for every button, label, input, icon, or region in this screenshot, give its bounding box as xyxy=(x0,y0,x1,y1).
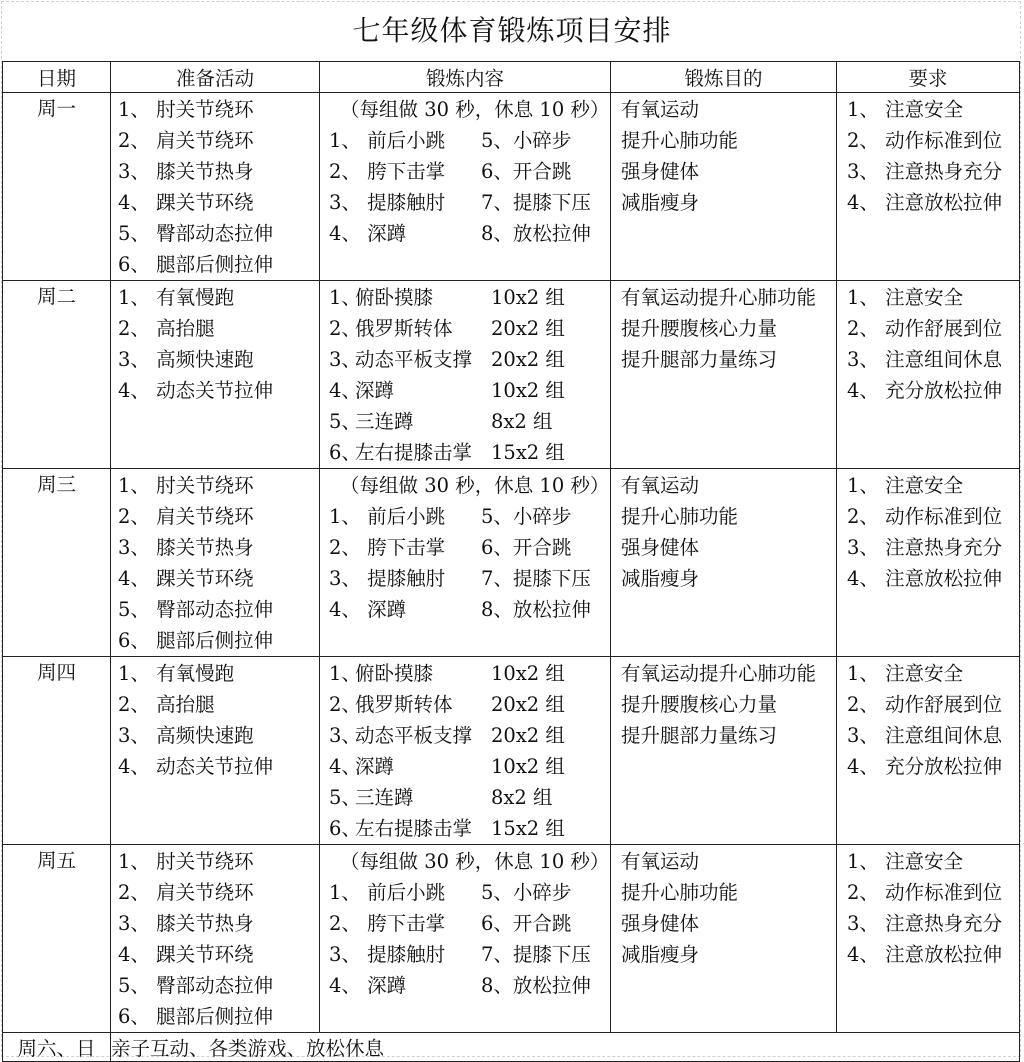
exercise-number: 1、 xyxy=(329,662,361,685)
content-cell xyxy=(320,657,611,845)
exercise-pair xyxy=(329,908,610,939)
exercise-pair xyxy=(329,970,610,1001)
requirement-item: 1、 注意安全 xyxy=(847,286,964,309)
purpose-cell xyxy=(611,657,837,845)
prep-list xyxy=(111,845,319,1032)
content-list xyxy=(320,469,610,625)
purpose-item: 提升腿部力量练习 xyxy=(621,348,778,371)
day-row xyxy=(3,657,1020,845)
day-cell: 周三 xyxy=(3,469,111,657)
prep-item: 3、 膝关节热身 xyxy=(118,912,254,935)
prep-item: 1、 有氧慢跑 xyxy=(118,286,235,309)
exercise-set-row xyxy=(329,282,610,313)
exercise-pair xyxy=(329,939,610,970)
exercise-pair xyxy=(329,187,610,218)
prep-list xyxy=(111,93,319,280)
content-note: （每组做 30 秒，休息 10 秒） xyxy=(340,850,610,873)
content-list xyxy=(320,93,610,249)
exercise-name: 三连蹲 xyxy=(355,786,414,809)
purpose-list xyxy=(611,845,836,970)
weekend-row xyxy=(3,1033,1020,1062)
exercise-item: 3、 提膝触肘 xyxy=(329,943,446,966)
requirements-list xyxy=(837,469,1019,594)
exercise-sets: 8x2 组 xyxy=(491,410,553,433)
exercise-pair xyxy=(329,218,610,249)
requirements-list xyxy=(837,281,1019,406)
exercise-item: 2、 胯下击掌 xyxy=(329,160,446,183)
prep-cell xyxy=(111,281,320,469)
exercise-name: 动态平板支撑 xyxy=(355,348,473,371)
exercise-item: 1、 前后小跳 xyxy=(329,129,446,152)
exercise-item: 8、放松拉伸 xyxy=(481,222,591,245)
exercise-name: 动态平板支撑 xyxy=(355,724,473,747)
exercise-name: 深蹲 xyxy=(355,755,395,778)
prep-item: 1、 肘关节绕环 xyxy=(118,98,254,121)
purpose-item: 提升心肺功能 xyxy=(621,881,739,904)
prep-item: 6、 腿部后侧拉伸 xyxy=(118,1005,274,1028)
requirement-item: 2、 动作舒展到位 xyxy=(847,693,1003,716)
exercise-name: 俄罗斯转体 xyxy=(355,693,453,716)
purpose-item: 提升腰腹核心力量 xyxy=(621,317,778,340)
purpose-cell xyxy=(611,93,837,281)
purpose-item: 有氧运动 xyxy=(621,474,700,497)
exercise-set-row xyxy=(329,689,610,720)
exercise-set-row xyxy=(329,437,610,468)
header-prep: 准备活动 xyxy=(111,62,320,93)
day-row xyxy=(3,281,1020,469)
exercise-item: 4、 深蹲 xyxy=(329,598,407,621)
prep-item: 1、 肘关节绕环 xyxy=(118,850,254,873)
requirement-item: 4、 注意放松拉伸 xyxy=(847,943,1003,966)
exercise-number: 4、 xyxy=(329,755,361,778)
purpose-item: 强身健体 xyxy=(621,912,700,935)
purpose-item: 提升心肺功能 xyxy=(621,129,739,152)
exercise-sets: 15x2 组 xyxy=(491,817,565,840)
requirement-item: 1、 注意安全 xyxy=(847,474,964,497)
exercise-sets: 15x2 组 xyxy=(491,441,565,464)
exercise-item: 8、放松拉伸 xyxy=(481,974,591,997)
exercise-set-row xyxy=(329,720,610,751)
purpose-list xyxy=(611,657,836,751)
prep-item: 5、 臀部动态拉伸 xyxy=(118,974,274,997)
content-list xyxy=(320,657,610,844)
purpose-item: 提升腰腹核心力量 xyxy=(621,693,778,716)
day-row xyxy=(3,845,1020,1033)
purpose-item: 有氧运动 xyxy=(621,98,700,121)
day-row xyxy=(3,93,1020,281)
purpose-item: 有氧运动 xyxy=(621,850,700,873)
content-note: （每组做 30 秒，休息 10 秒） xyxy=(340,98,610,121)
requirements-list xyxy=(837,93,1019,218)
requirements-list xyxy=(837,845,1019,970)
requirements-cell xyxy=(837,281,1020,469)
exercise-set-row xyxy=(329,658,610,689)
exercise-set-row xyxy=(329,782,610,813)
content-cell xyxy=(320,845,611,1033)
prep-item: 1、 有氧慢跑 xyxy=(118,662,235,685)
content-note: （每组做 30 秒，休息 10 秒） xyxy=(340,474,610,497)
exercise-pair xyxy=(329,501,610,532)
prep-item: 2、 肩关节绕环 xyxy=(118,505,254,528)
exercise-pair xyxy=(329,563,610,594)
purpose-item: 有氧运动提升心肺功能 xyxy=(621,286,817,309)
schedule-body xyxy=(3,93,1020,1033)
exercise-name: 深蹲 xyxy=(355,379,395,402)
weekend-activity-cell: 亲子互动、各类游戏、放松休息 xyxy=(111,1033,1020,1062)
requirement-item: 3、 注意热身充分 xyxy=(847,912,1003,935)
exercise-item: 7、提膝下压 xyxy=(481,943,591,966)
exercise-name: 左右提膝击掌 xyxy=(355,441,473,464)
requirement-item: 4、 注意放松拉伸 xyxy=(847,191,1003,214)
exercise-item: 5、小碎步 xyxy=(481,881,572,904)
header-purpose: 锻炼目的 xyxy=(611,62,837,93)
header-content: 锻炼内容 xyxy=(320,62,611,93)
exercise-item: 4、 深蹲 xyxy=(329,222,407,245)
prep-item: 2、 肩关节绕环 xyxy=(118,129,254,152)
prep-list xyxy=(111,469,319,656)
exercise-sets: 20x2 组 xyxy=(491,693,565,716)
exercise-item: 3、 提膝触肘 xyxy=(329,191,446,214)
requirement-item: 2、 动作标准到位 xyxy=(847,129,1003,152)
prep-item: 3、 高频快速跑 xyxy=(118,724,254,747)
prep-item: 4、 踝关节环绕 xyxy=(118,191,254,214)
exercise-pair xyxy=(329,877,610,908)
content-list xyxy=(320,281,610,468)
purpose-cell xyxy=(611,845,837,1033)
exercise-item: 6、开合跳 xyxy=(481,160,572,183)
exercise-set-row xyxy=(329,813,610,844)
exercise-sets: 8x2 组 xyxy=(491,786,553,809)
requirements-cell xyxy=(837,469,1020,657)
requirement-item: 4、 充分放松拉伸 xyxy=(847,755,1003,778)
exercise-sets: 10x2 组 xyxy=(491,379,565,402)
page-title: 七年级体育锻炼项目安排 xyxy=(352,14,672,47)
prep-list xyxy=(111,657,319,782)
exercise-item: 6、开合跳 xyxy=(481,536,572,559)
prep-item: 3、 高频快速跑 xyxy=(118,348,254,371)
exercise-sets: 10x2 组 xyxy=(491,286,565,309)
exercise-set-row xyxy=(329,375,610,406)
content-cell xyxy=(320,93,611,281)
purpose-item: 提升心肺功能 xyxy=(621,505,739,528)
header-row xyxy=(3,62,1020,93)
requirement-item: 1、 注意安全 xyxy=(847,98,964,121)
exercise-number: 3、 xyxy=(329,348,361,371)
purpose-list xyxy=(611,93,836,218)
requirement-item: 1、 注意安全 xyxy=(847,850,964,873)
exercise-sets: 10x2 组 xyxy=(491,755,565,778)
requirement-item: 3、 注意热身充分 xyxy=(847,160,1003,183)
requirement-item: 3、 注意热身充分 xyxy=(847,536,1003,559)
purpose-item: 有氧运动提升心肺功能 xyxy=(621,662,817,685)
exercise-item: 5、小碎步 xyxy=(481,129,572,152)
purpose-list xyxy=(611,281,836,375)
exercise-item: 5、小碎步 xyxy=(481,505,572,528)
prep-item: 2、 高抬腿 xyxy=(118,317,215,340)
day-row xyxy=(3,469,1020,657)
purpose-item: 减脂瘦身 xyxy=(621,191,700,214)
exercise-set-row xyxy=(329,406,610,437)
purpose-cell xyxy=(611,469,837,657)
exercise-number: 5、 xyxy=(329,786,361,809)
prep-cell xyxy=(111,845,320,1033)
requirement-item: 3、 注意组间休息 xyxy=(847,724,1003,747)
exercise-name: 俯卧摸膝 xyxy=(355,286,434,309)
purpose-item: 强身健体 xyxy=(621,160,700,183)
exercise-pair xyxy=(329,125,610,156)
exercise-set-row xyxy=(329,313,610,344)
purpose-item: 强身健体 xyxy=(621,536,700,559)
exercise-number: 3、 xyxy=(329,724,361,747)
exercise-sets: 20x2 组 xyxy=(491,724,565,747)
exercise-item: 4、 深蹲 xyxy=(329,974,407,997)
requirement-item: 2、 动作标准到位 xyxy=(847,505,1003,528)
exercise-set-row xyxy=(329,751,610,782)
exercise-item: 6、开合跳 xyxy=(481,912,572,935)
exercise-number: 2、 xyxy=(329,693,361,716)
exercise-sets: 20x2 组 xyxy=(491,317,565,340)
exercise-pair xyxy=(329,156,610,187)
day-cell: 周一 xyxy=(3,93,111,281)
requirement-item: 1、 注意安全 xyxy=(847,662,964,685)
exercise-item: 1、 前后小跳 xyxy=(329,881,446,904)
requirement-item: 2、 动作舒展到位 xyxy=(847,317,1003,340)
purpose-item: 减脂瘦身 xyxy=(621,943,700,966)
exercise-name: 俄罗斯转体 xyxy=(355,317,453,340)
exercise-name: 俯卧摸膝 xyxy=(355,662,434,685)
prep-item: 6、 腿部后侧拉伸 xyxy=(118,253,274,276)
requirement-item: 4、 注意放松拉伸 xyxy=(847,567,1003,590)
header-date: 日期 xyxy=(3,62,111,93)
content-list xyxy=(320,845,610,1001)
requirements-cell xyxy=(837,845,1020,1033)
purpose-item: 减脂瘦身 xyxy=(621,567,700,590)
exercise-item: 8、放松拉伸 xyxy=(481,598,591,621)
exercise-name: 三连蹲 xyxy=(355,410,414,433)
prep-cell xyxy=(111,657,320,845)
prep-item: 6、 腿部后侧拉伸 xyxy=(118,629,274,652)
exercise-sets: 20x2 组 xyxy=(491,348,565,371)
day-cell: 周四 xyxy=(3,657,111,845)
content-cell xyxy=(320,469,611,657)
prep-item: 5、 臀部动态拉伸 xyxy=(118,598,274,621)
prep-item: 3、 膝关节热身 xyxy=(118,536,254,559)
prep-cell xyxy=(111,93,320,281)
purpose-item: 提升腿部力量练习 xyxy=(621,724,778,747)
exercise-item: 3、 提膝触肘 xyxy=(329,567,446,590)
prep-item: 2、 高抬腿 xyxy=(118,693,215,716)
requirements-cell xyxy=(837,657,1020,845)
exercise-sets: 10x2 组 xyxy=(491,662,565,685)
exercise-item: 7、提膝下压 xyxy=(481,567,591,590)
exercise-item: 7、提膝下压 xyxy=(481,191,591,214)
exercise-pair xyxy=(329,532,610,563)
exercise-number: 2、 xyxy=(329,317,361,340)
exercise-item: 2、 胯下击掌 xyxy=(329,912,446,935)
requirements-cell xyxy=(837,93,1020,281)
exercise-item: 1、 前后小跳 xyxy=(329,505,446,528)
exercise-pair xyxy=(329,594,610,625)
prep-item: 4、 动态关节拉伸 xyxy=(118,379,274,402)
exercise-number: 6、 xyxy=(329,441,361,464)
prep-item: 2、 肩关节绕环 xyxy=(118,881,254,904)
exercise-number: 6、 xyxy=(329,817,361,840)
requirement-item: 4、 充分放松拉伸 xyxy=(847,379,1003,402)
prep-item: 5、 臀部动态拉伸 xyxy=(118,222,274,245)
prep-item: 3、 膝关节热身 xyxy=(118,160,254,183)
prep-item: 4、 动态关节拉伸 xyxy=(118,755,274,778)
prep-item: 4、 踝关节环绕 xyxy=(118,567,254,590)
purpose-cell xyxy=(611,281,837,469)
requirement-item: 3、 注意组间休息 xyxy=(847,348,1003,371)
content-cell xyxy=(320,281,611,469)
exercise-item: 2、 胯下击掌 xyxy=(329,536,446,559)
requirements-list xyxy=(837,657,1019,782)
exercise-number: 4、 xyxy=(329,379,361,402)
exercise-number: 5、 xyxy=(329,410,361,433)
prep-cell xyxy=(111,469,320,657)
requirement-item: 2、 动作标准到位 xyxy=(847,881,1003,904)
prep-item: 4、 踝关节环绕 xyxy=(118,943,254,966)
exercise-name: 左右提膝击掌 xyxy=(355,817,473,840)
schedule-table xyxy=(2,61,1020,1062)
day-cell: 周五 xyxy=(3,845,111,1033)
header-requirements: 要求 xyxy=(837,62,1020,93)
day-cell: 周二 xyxy=(3,281,111,469)
purpose-list xyxy=(611,469,836,594)
exercise-number: 1、 xyxy=(329,286,361,309)
prep-item: 1、 肘关节绕环 xyxy=(118,474,254,497)
weekend-day-cell: 周六、日 xyxy=(3,1033,111,1062)
prep-list xyxy=(111,281,319,406)
exercise-set-row xyxy=(329,344,610,375)
